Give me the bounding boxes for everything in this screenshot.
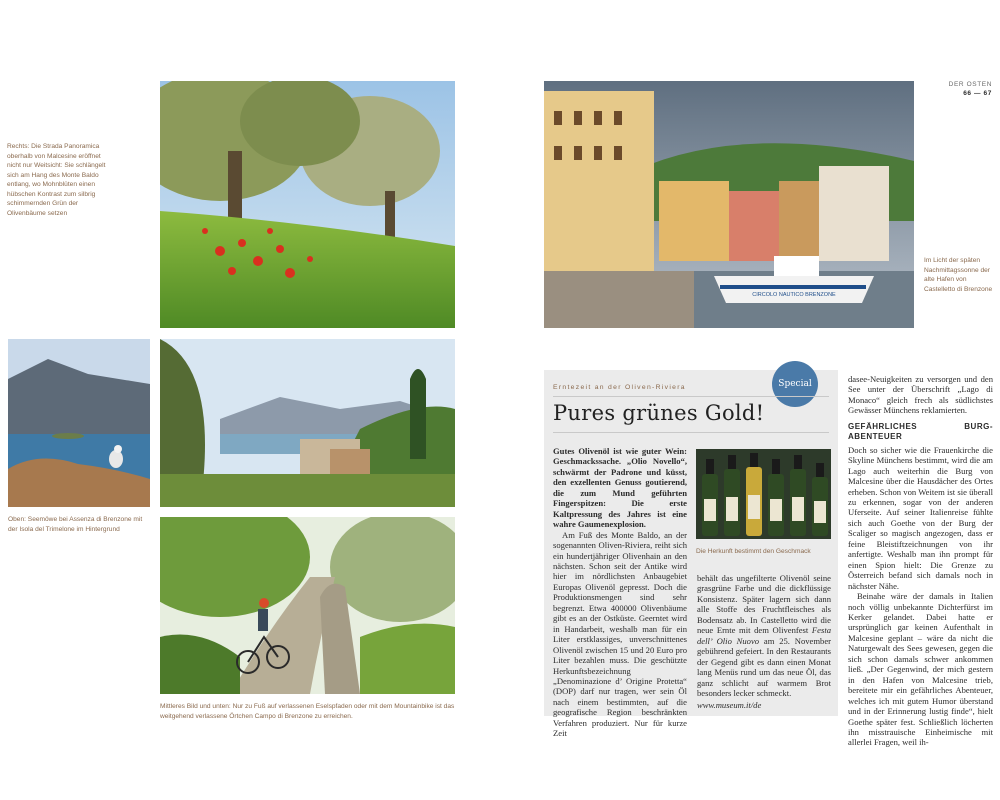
photo-castelletto-harbor <box>544 81 914 328</box>
photo-campo-di-brenzone <box>160 339 455 507</box>
right-paragraph-3: Beinahe wäre der damals in Italien noch völlig unbekannte Dichterfürst im Kerker gelandet. Dabei hatte er ursprünglich gar keinen Aufenthalt in Malcesine geplant – wäre da nicht die Naturgewalt des Sees gewesen, gegen die sich schon damals schwer ankommen ließ. „Der Gegenwind, der mich gestern in den Hafen von Malcesine trieb, bereitete mir ein gefährliches Abenteuer, welches ich mit gutem Humor überstand und in der Erinnerung lustig finde“, hielt Goethe später fest. Schließlich löcherten ihn misstrauische Einheimische mit allerlei Fragen, weil ih- <box>848 591 993 748</box>
special-badge: Special <box>772 361 818 407</box>
photo-olive-oil-bottles <box>696 449 831 539</box>
photo-olive-grove-poppies <box>160 81 455 328</box>
caption-olive-oil: Die Herkunft bestimmt den Geschmack <box>696 548 811 555</box>
caption-seagull: Oben: Seemöwe bei Assenza di Brenzone mit der Isola del Trimelone im Hintergrund <box>8 516 143 533</box>
folio-section: DER OSTEN <box>948 81 992 88</box>
special-paragraph-2b: am 25. November gebührend gefeiert. In den Restaurants der Gegend gibt es dann einen Monat lang Menüs rund um das neue Öl, das ganz schlicht auf warmem Brot besonders lecker schmeckt. <box>697 635 832 698</box>
special-paragraph-2a: behält das ungefilterte Olivenöl seine grasgrüne Farbe und die dickflüssige Konsistenz. Später lagern sich dann alle Stoffe des Fruchtfleisches als Bodensatz ab. In Castelletto wird die neue Ernte mit dem Olivenfest <box>697 573 831 636</box>
right-body-column <box>848 374 993 748</box>
special-paragraph-1: Am Fuß des Monte Baldo, an der sogenannten Oliven-Riviera, reiht sich ein hundertjähriger Olivenhain an den nächsten. Schon seit der Antike wird hier im nördlichsten Anbaugebiet Europas Olivenöl gepresst. Doch die Produktionsmengen sind sehr begrenzt. Etwa 400000 Olivenbäume gibt es an der Ostküste. Geerntet wird in Handarbeit, weshalb man für ein Liter erstklassiges, unverschnittenes Olivenöl zwischen 15 und 20 Euro pro Liter bezahlen muss. Die geschützte Herkunftsbezeichnung „Denominazione d’ Origine Protetta“ (DOP) darf nur tragen, wer sein Öl nach einem bestimmten, auf die geografische Region beschränkten Verfahren produziert. Nur für kurze Zeit <box>553 529 687 739</box>
caption-strada-panoramica: Rechts: Die Strada Panoramica oberhalb von Malcesine eröffnet nicht nur Weitsicht: Sie schlängelt sich am Hang des Monte Baldo entlang, wo Mohnblüten einen hübschen Kontrast zum silbrig schimmernden Grün der Olivenbäume setzen <box>7 143 106 217</box>
special-kicker: Erntezeit an der Oliven-Riviera <box>553 384 686 391</box>
page-folio <box>949 80 992 98</box>
special-lead: Gutes Olivenöl ist wie guter Wein: Geschmackssache. „Olio Novello“, schwärmt der Padrone und küsst, den exzellenten Genuss goutierend, die zum Mund geführten Fingerspitzen: Die erste Kaltpressung des Jahres ist eine wahre Gaumenexplosion. <box>553 446 687 530</box>
caption-castelletto: Im Licht der späten Nachmittagssonne der alte Hafen von Castelletto di Brenzone <box>924 257 993 293</box>
right-paragraph-2: Doch so sicher wie die Frauenkirche die Skyline Münchens bestimmt, wird die am Lago auch weiterhin die Burg von Malcesine über die Hausdächer des Ortes erheben. Schon von Weitem ist sie überall zu erkennen, sogar von der anderen Uferseite. Auf seiner Italienreise fühlte sich auch Goethe von der Burg der Scaliger so magisch angezogen, dass er feine Bleistiftzeichnungen von ihr anfertigte. Weshalb man ihn prompt für einen Spion hielt: Die Grenze zu Österreich befand sich damals noch in nächster Nähe. <box>848 444 993 591</box>
headline-divider <box>553 432 829 433</box>
museum-link[interactable]: www.museum.it/de <box>697 700 762 711</box>
right-paragraph-1: dasee-Neuigkeiten zu versorgen und den See unter der Überschrift „Lago di Monaco“ gleich frech als südlichstes Gewässer Münchens reklamierten. <box>848 374 993 416</box>
subhead-burg-abenteuer: GEFÄHRLICHES BURG-ABENTEUER <box>848 421 993 442</box>
special-headline: Pures grünes Gold! <box>553 401 765 425</box>
boat-name-label: CIRCOLO NAUTICO BRENZONE <box>752 292 836 298</box>
photo-mountain-biker <box>160 517 455 694</box>
caption-campo-bike: Mittleres Bild und unten: Nur zu Fuß auf verlassenen Eselspfaden oder mit dem Mountainbike ist das weitgehend verlassene Örtchen Campo di Brenzone zu erreichen. <box>160 703 455 720</box>
special-column-2 <box>697 573 831 711</box>
folio-pages: 66 — 67 <box>963 90 992 97</box>
special-column-1 <box>553 446 687 739</box>
photo-seagull-assenza <box>8 339 150 507</box>
kicker-divider <box>553 396 829 397</box>
festival-name: Festa dell’ Olio Nuovo <box>697 625 831 646</box>
